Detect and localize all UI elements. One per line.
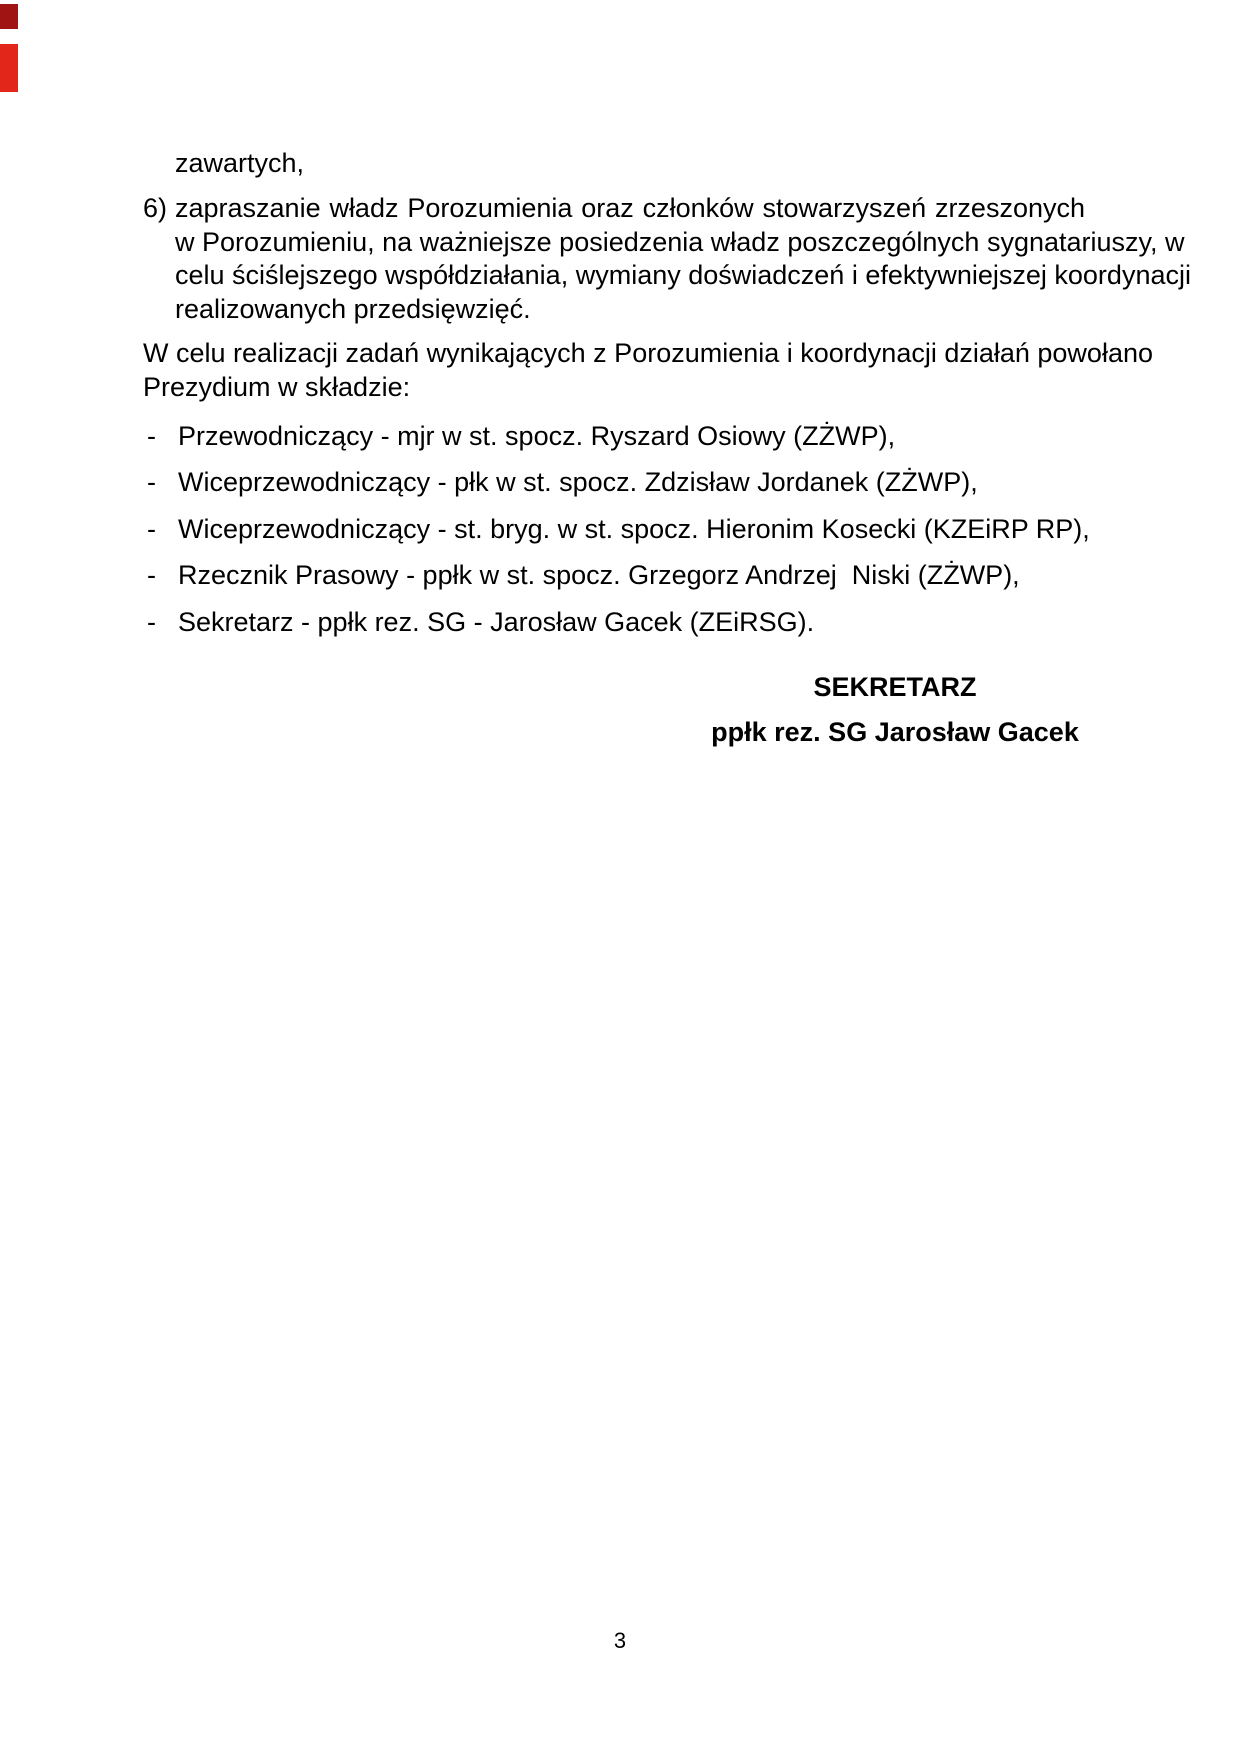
dash-bullet: - xyxy=(147,421,156,451)
numbered-item-6 xyxy=(143,192,1191,326)
signature-name: ppłk rez. SG Jarosław Gacek xyxy=(711,717,1079,747)
dash-bullet: - xyxy=(147,467,156,497)
list-item-text: Przewodniczący - mjr w st. spocz. Ryszard Osiowy (ZŻWP), xyxy=(178,421,896,451)
list-item-vice-chairman-2 xyxy=(143,513,1178,547)
item-6-line-2: w Porozumieniu, na ważniejsze posiedzenia władz poszczególnych sygnatariuszy, w xyxy=(175,226,1185,257)
list-item-text: Sekretarz - ppłk rez. SG - Jarosław Gacek (ZEiRSG). xyxy=(178,607,815,637)
signature-title: SEKRETARZ xyxy=(813,672,977,702)
red-edge-mark-top xyxy=(0,4,18,29)
list-item-chairman xyxy=(143,420,1178,454)
item-6-line-1: zapraszanie władz Porozumienia oraz członków stowarzyszeń zrzeszonych xyxy=(175,193,1085,223)
intro-line-2: Prezydium w składzie: xyxy=(143,371,411,402)
list-item-vice-chairman-1 xyxy=(143,466,1178,500)
continuation-line xyxy=(143,147,1117,181)
dash-bullet: - xyxy=(147,607,156,637)
item-6-line-3: celu ściślejszego współdziałania, wymiany doświadczeń i efektywniejszej koordynacji xyxy=(175,260,1191,290)
signature-block xyxy=(655,671,1135,750)
dash-bullet: - xyxy=(147,560,156,590)
list-item-text: Rzecznik Prasowy - ppłk w st. spocz. Grzegorz Andrzej Niski (ZŻWP), xyxy=(178,560,1020,590)
list-item-secretary xyxy=(143,606,1178,640)
page-number: 3 xyxy=(613,1628,627,1653)
red-edge-mark-bottom xyxy=(0,44,18,92)
list-item-press-spokesman xyxy=(143,559,1178,593)
list-item-text: Wiceprzewodniczący - st. bryg. w st. spocz. Hieronim Kosecki (KZEiRP RP), xyxy=(178,514,1090,544)
item-6-line-4: realizowanych przedsięwzięć. xyxy=(175,293,531,324)
intro-line-1: W celu realizacji zadań wynikających z Porozumienia i koordynacji działań powołano xyxy=(143,338,1153,368)
item-6-marker: 6) xyxy=(143,193,168,223)
dash-bullet: - xyxy=(147,514,156,544)
intro-paragraph xyxy=(143,337,1153,404)
list-item-text: Wiceprzewodniczący - płk w st. spocz. Zdzisław Jordanek (ZŻWP), xyxy=(178,467,978,497)
continuation-text: zawartych, xyxy=(175,148,305,178)
